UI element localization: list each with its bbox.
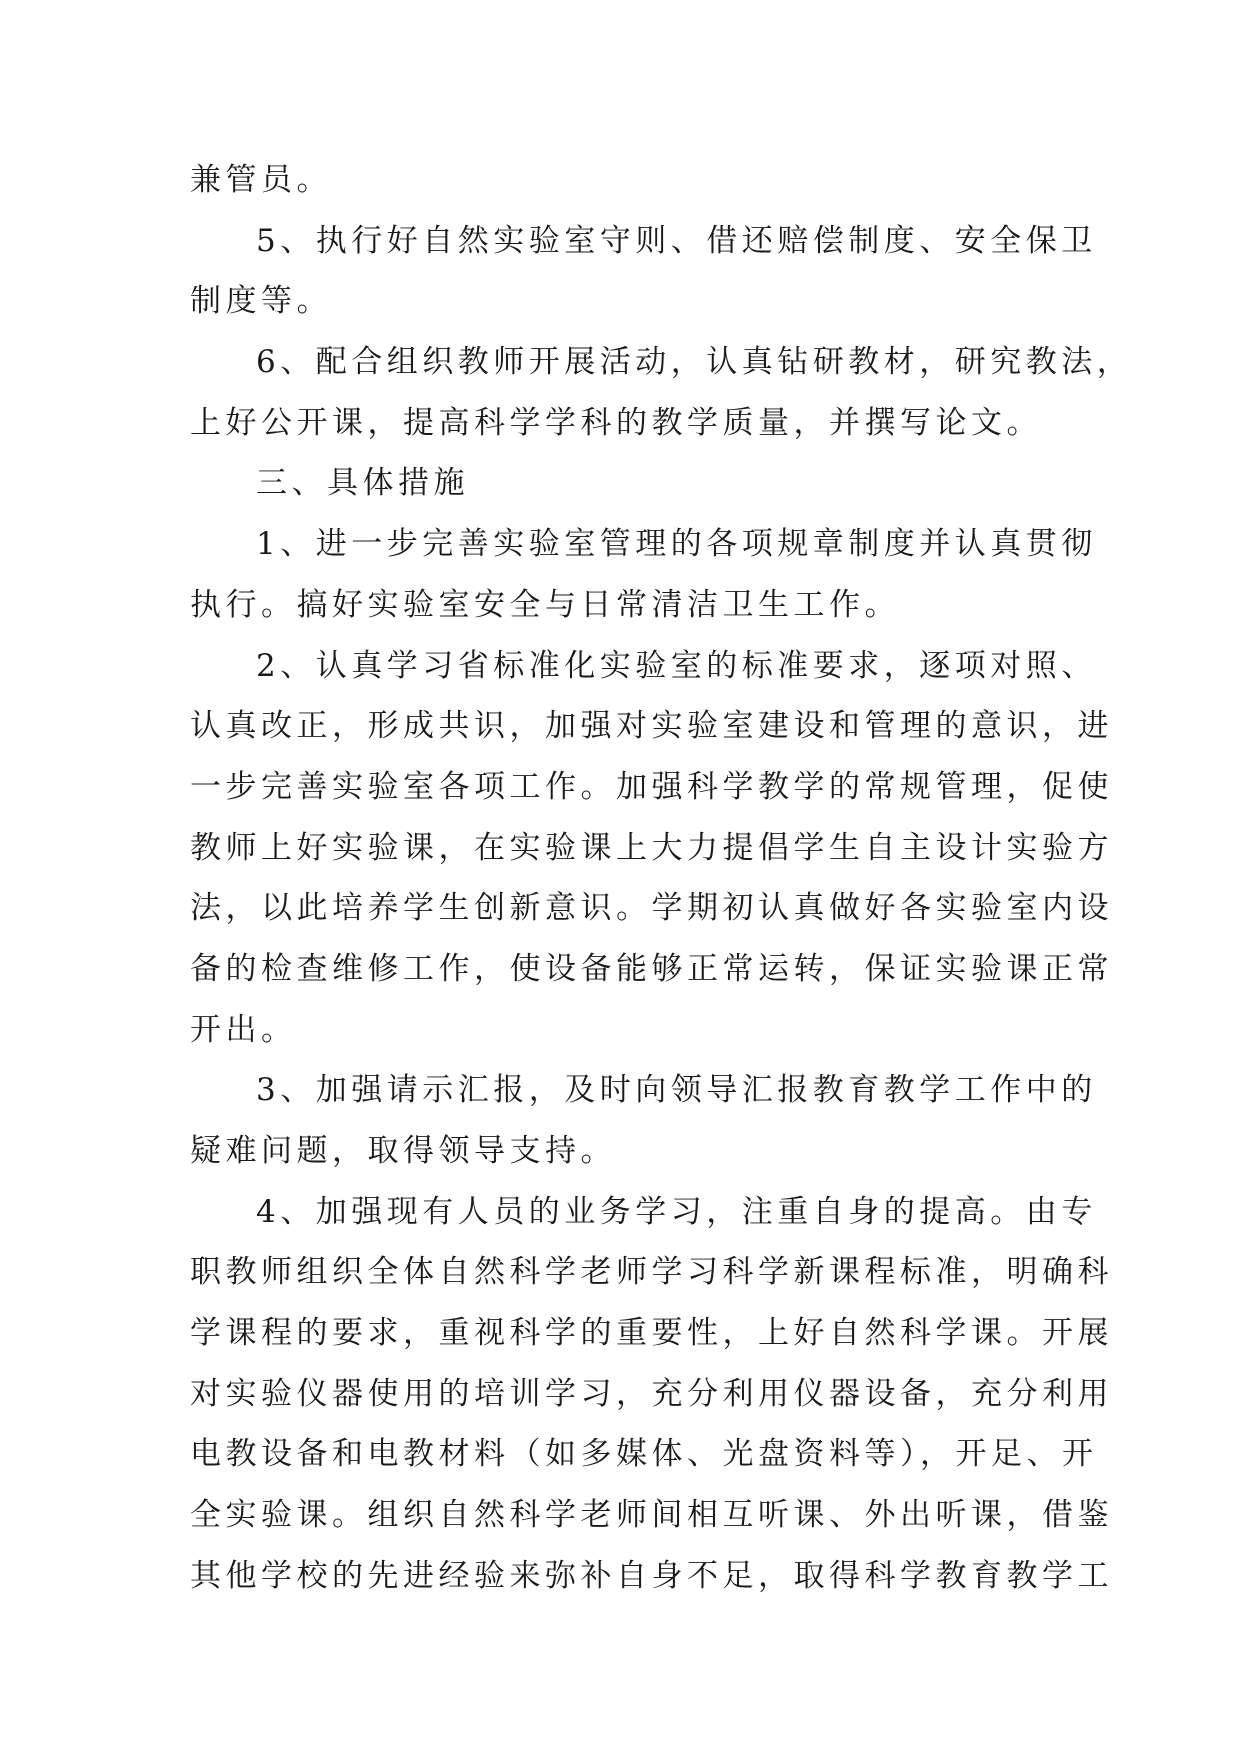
text-line: 开出。 xyxy=(190,1011,297,1048)
text-line: 学课程的要求，重视科学的重要性，上好自然科学课。开展 xyxy=(190,1315,1113,1352)
text-line: 5、执行好自然实验室守则、借还赔偿制度、安全保卫 xyxy=(256,222,1097,259)
text-line: 其他学校的先进经验来弥补自身不足，取得科学教育教学工 xyxy=(190,1557,1113,1594)
text-line: 1、进一步完善实验室管理的各项规章制度并认真贯彻 xyxy=(256,526,1097,563)
section-heading: 三、具体措施 xyxy=(256,465,469,502)
text-line: 对实验仪器使用的培训学习，充分利用仪器设备，充分利用 xyxy=(190,1375,1113,1412)
text-line: 电教设备和电教材料（如多媒体、光盘资料等），开足、开 xyxy=(190,1436,1098,1473)
text-line: 上好公开课，提高科学学科的教学质量，并撰写论文。 xyxy=(190,404,1042,441)
text-line: 教师上好实验课，在实验课上大力提倡学生自主设计实验方 xyxy=(190,829,1113,866)
body-text xyxy=(190,150,1133,1607)
text-line: 兼管员。 xyxy=(190,162,332,198)
text-line: 制度等。 xyxy=(190,283,332,320)
text-line: 执行。搞好实验室安全与日常清洁卫生工作。 xyxy=(190,586,900,623)
text-line: 法，以此培养学生创新意识。学期初认真做好各实验室内设 xyxy=(190,890,1113,927)
text-line: 一步完善实验室各项工作。加强科学教学的常规管理，促使 xyxy=(190,768,1113,805)
text-line: 认真改正，形成共识，加强对实验室建设和管理的意识，进 xyxy=(190,708,1113,745)
text-line: 3、加强请示汇报，及时向领导汇报教育教学工作中的 xyxy=(256,1072,1097,1109)
text-line: 2、认真学习省标准化实验室的标准要求，逐项对照、 xyxy=(256,647,1097,684)
text-line: 6、配合组织教师开展活动，认真钻研教材，研究教法， xyxy=(256,344,1133,381)
text-line: 疑难问题，取得领导支持。 xyxy=(190,1133,616,1169)
text-line: 4、加强现有人员的业务学习，注重自身的提高。由专 xyxy=(256,1193,1097,1230)
text-line: 职教师组织全体自然科学老师学习科学新课程标准，明确科 xyxy=(190,1254,1113,1291)
text-line: 全实验课。组织自然科学老师间相互听课、外出听课，借鉴 xyxy=(190,1497,1113,1534)
text-line: 备的检查维修工作，使设备能够正常运转，保证实验课正常 xyxy=(190,950,1113,987)
